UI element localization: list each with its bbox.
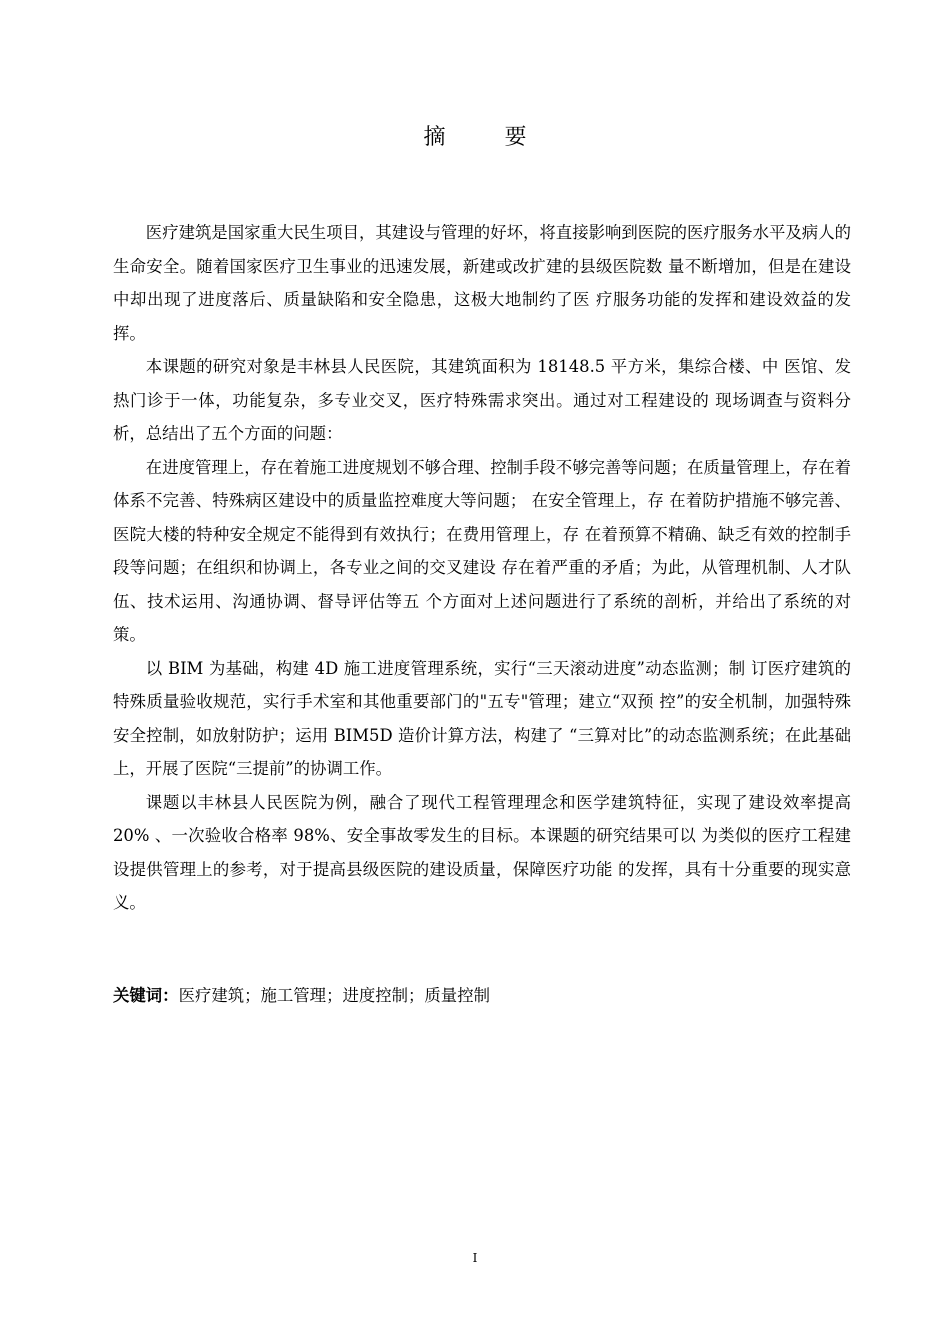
abstract-body xyxy=(113,216,851,920)
abstract-paragraph: 在进度管理上，存在着施工进度规划不够合理、控制手段不够完善等问题；在质量管理上，存在着体系不完善、特殊病区建设中的质量监控难度大等问题； 在安全管理上，存 在着防护措施不够完善、医院大楼的特种安全规定不能得到有效执行；在费用管理上，存 在着预算不精确、缺乏有效的控制手段等问题；在组织和协调上，各专业之间的交叉建设 存在着严重的矛盾；为此，从管理机制、人才队伍、技术运用、沟通协调、督导评估等五 个方面对上述问题进行了系统的剖析，并给出了系统的对策。 xyxy=(113,457,851,644)
page-number: I xyxy=(472,1251,478,1265)
keywords-line xyxy=(113,981,851,1011)
keywords-label: 关键词： xyxy=(113,986,179,1005)
abstract-paragraph: 以 BIM 为基础，构建 4D 施工进度管理系统，实行“三天滚动进度”动态监测；制 订医疗建筑的特殊质量验收规范，实行手术室和其他重要部门的"五专"管理；建立“双预 控”的安全机制，加强特殊安全控制，如放射防护；运用 BIM5D 造价计算方法，构建了 “三算对比”的动态监测系统；在此基础上，开展了医院“三提前”的协调工作。 xyxy=(113,658,851,778)
abstract-paragraph: 本课题的研究对象是丰林县人民医院，其建筑面积为 18148.5 平方米，集综合楼、中 医馆、发热门诊于一体，功能复杂，多专业交叉，医疗特殊需求突出。通过对工程建设的 现场调查与资料分析，总结出了五个方面的问题： xyxy=(113,357,851,443)
keywords-list: 医疗建筑；施工管理；进度控制；质量控制 xyxy=(178,986,490,1005)
abstract-paragraph: 医疗建筑是国家重大民生项目，其建设与管理的好坏，将直接影响到医院的医疗服务水平及病人的生命安全。随着国家医疗卫生事业的迅速发展，新建或改扩建的县级医院数 量不断增加，但是在建设中却出现了进度落后、质量缺陷和安全隐患，这极大地制约了医 疗服务功能的发挥和建设效益的发挥。 xyxy=(113,223,851,343)
abstract-paragraph: 课题以丰林县人民医院为例，融合了现代工程管理理念和医学建筑特征，实现了建设效率提高 20% 、一次验收合格率 98%、安全事故零发生的目标。本课题的研究结果可以 为类似的医疗工程建设提供管理上的参考，对于提高县级医院的建设质量，保障医疗功能 的发挥，具有十分重要的现实意义。 xyxy=(113,792,851,912)
page-title: 摘 要 xyxy=(423,125,553,150)
